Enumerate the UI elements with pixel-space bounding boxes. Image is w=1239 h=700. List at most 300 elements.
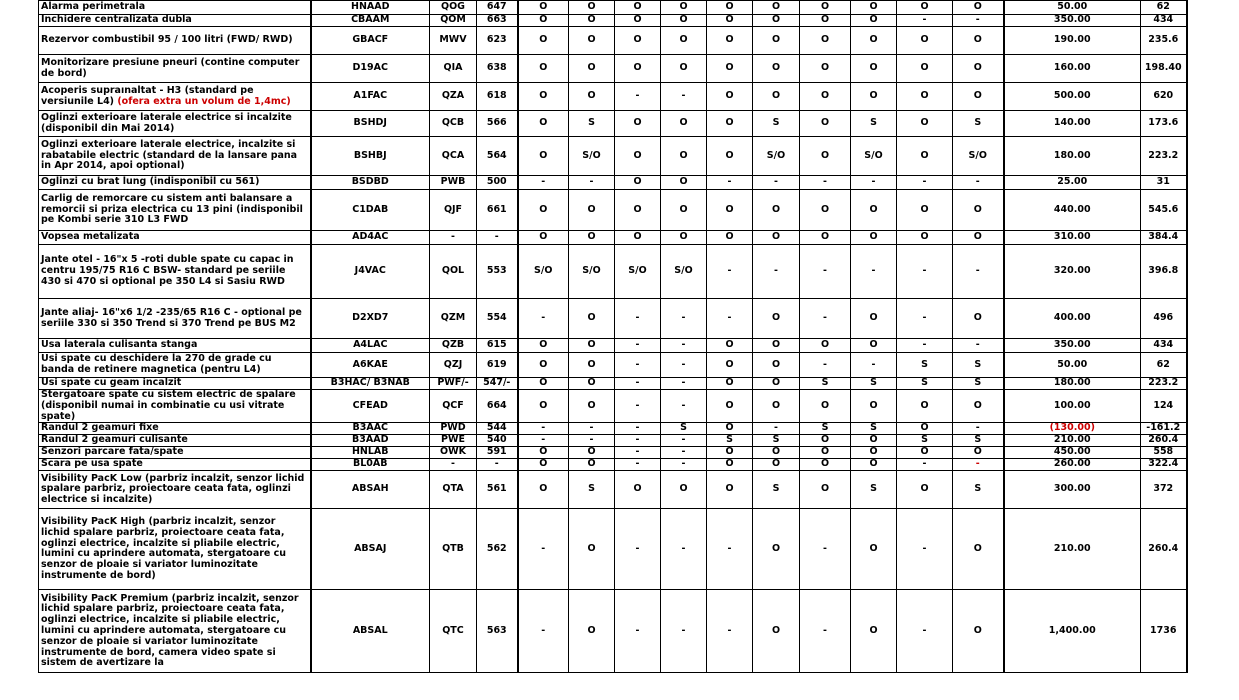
availability-cell: O — [518, 1, 569, 15]
price-incl-vat: 173.6 — [1141, 111, 1187, 137]
price-incl-vat: 396.8 — [1141, 245, 1187, 299]
availability-cell: O — [707, 231, 753, 245]
availability-cell: O — [800, 111, 851, 137]
availability-cell: O — [851, 15, 897, 27]
availability-cell: O — [800, 459, 851, 471]
price-incl-vat: 496 — [1141, 299, 1187, 339]
availability-cell: O — [661, 176, 707, 190]
availability-cell: - — [518, 590, 569, 673]
table-row — [39, 590, 1187, 673]
price-incl-vat: 62 — [1141, 353, 1187, 378]
availability-cell: O — [707, 137, 753, 176]
availability-cell: - — [753, 245, 800, 299]
availability-cell: O — [518, 190, 569, 231]
availability-cell: O — [953, 27, 1004, 55]
option-number: - — [477, 231, 518, 245]
availability-cell: O — [851, 190, 897, 231]
option-pack-code: QCF — [430, 390, 477, 423]
description-text: Visibility PacK Premium (parbriz incalzit, senzor lichid spalare parbriz, proiectoare ceata fata, oglinzi electrice, incalzite si pliabile electric, lumini cu aprindere automata, stergatoare cu senzor de ploaie si variator luminozitate instrumente de bord, camera video spate si sistem de avertizare la — [41, 592, 299, 669]
availability-cell: O — [851, 339, 897, 353]
option-pack-code: QOM — [430, 15, 477, 27]
availability-cell: O — [753, 353, 800, 378]
option-pack-code: QOG — [430, 1, 477, 15]
price-excl-vat: 440.00 — [1004, 190, 1141, 231]
availability-cell: O — [707, 111, 753, 137]
availability-cell: O — [518, 83, 569, 111]
availability-cell: - — [800, 245, 851, 299]
price-excl-vat: 210.00 — [1004, 435, 1141, 447]
availability-cell: O — [615, 55, 661, 83]
availability-cell: - — [707, 245, 753, 299]
table-row — [39, 299, 1187, 339]
option-pack-code: QIA — [430, 55, 477, 83]
table-row — [39, 15, 1187, 27]
availability-cell: S/O — [615, 245, 661, 299]
option-code: B3AAD — [311, 435, 430, 447]
availability-cell: - — [518, 299, 569, 339]
availability-cell: O — [953, 447, 1004, 459]
option-number: 562 — [477, 509, 518, 590]
availability-cell: S — [661, 423, 707, 435]
option-number: 500 — [477, 176, 518, 190]
availability-cell: O — [800, 190, 851, 231]
description-text: Oglinzi exterioare laterale electrice, incalzite si rabatabile electric (standard de la lansare pana in Apr 2014, apoi optional) — [41, 138, 298, 172]
availability-cell: - — [851, 245, 897, 299]
availability-cell: S — [753, 435, 800, 447]
option-description — [39, 190, 311, 231]
availability-cell: O — [615, 15, 661, 27]
availability-cell: O — [800, 447, 851, 459]
availability-cell: O — [851, 590, 897, 673]
price-incl-vat: 260.4 — [1141, 509, 1187, 590]
availability-cell: - — [897, 459, 953, 471]
table-row — [39, 339, 1187, 353]
option-number: 638 — [477, 55, 518, 83]
availability-cell: O — [851, 390, 897, 423]
availability-cell: - — [661, 83, 707, 111]
availability-cell: O — [707, 83, 753, 111]
availability-cell: - — [615, 590, 661, 673]
availability-cell: O — [953, 231, 1004, 245]
availability-cell: O — [953, 1, 1004, 15]
availability-cell: - — [661, 459, 707, 471]
option-description — [39, 339, 311, 353]
availability-cell: - — [615, 423, 661, 435]
availability-cell: O — [800, 55, 851, 83]
availability-cell: O — [800, 1, 851, 15]
option-code: AD4AC — [311, 231, 430, 245]
availability-cell: - — [953, 15, 1004, 27]
availability-cell: - — [897, 176, 953, 190]
availability-cell: O — [707, 353, 753, 378]
description-text: Jante otel - 16"x 5 -roti duble spate cu capac in centru 195/75 R16 C BSW- standard pe seriile 430 si 470 si optional pe 350 L4 si Sasiu RWD — [41, 254, 294, 287]
availability-cell: O — [569, 590, 615, 673]
availability-cell: O — [661, 471, 707, 509]
option-pack-code: - — [430, 459, 477, 471]
availability-cell: O — [753, 190, 800, 231]
availability-cell: - — [800, 509, 851, 590]
availability-cell: O — [569, 509, 615, 590]
availability-cell: O — [897, 83, 953, 111]
price-incl-vat: 620 — [1141, 83, 1187, 111]
availability-cell: - — [897, 15, 953, 27]
options-price-table — [38, 0, 1188, 673]
availability-cell: O — [518, 231, 569, 245]
availability-cell: S — [851, 378, 897, 390]
description-text: Oglinzi exterioare laterale electrice si incalzite (disponibil din Mai 2014) — [41, 111, 292, 134]
availability-cell: O — [707, 190, 753, 231]
table-row — [39, 55, 1187, 83]
option-code: A6KAE — [311, 353, 430, 378]
availability-cell: O — [518, 111, 569, 137]
option-description — [39, 353, 311, 378]
table-row — [39, 83, 1187, 111]
option-code: BSHDJ — [311, 111, 430, 137]
availability-cell: O — [569, 1, 615, 15]
availability-cell: O — [518, 378, 569, 390]
availability-cell: O — [800, 339, 851, 353]
option-number: 664 — [477, 390, 518, 423]
availability-cell: O — [753, 55, 800, 83]
availability-cell: - — [518, 435, 569, 447]
description-text: Rezervor combustibil 95 / 100 litri (FWD/ RWD) — [41, 34, 293, 46]
availability-cell: - — [953, 176, 1004, 190]
option-pack-code: QTA — [430, 471, 477, 509]
availability-cell: - — [753, 176, 800, 190]
price-incl-vat: 1736 — [1141, 590, 1187, 673]
availability-cell: O — [615, 190, 661, 231]
table-row — [39, 137, 1187, 176]
availability-cell: O — [753, 447, 800, 459]
availability-cell: O — [615, 176, 661, 190]
option-code: BSDBD — [311, 176, 430, 190]
availability-cell: O — [569, 299, 615, 339]
option-code: GBACF — [311, 27, 430, 55]
availability-cell: O — [615, 471, 661, 509]
option-pack-code: PWE — [430, 435, 477, 447]
option-pack-code: QCA — [430, 137, 477, 176]
availability-cell: - — [800, 176, 851, 190]
table-row — [39, 423, 1187, 435]
availability-cell: O — [661, 137, 707, 176]
availability-cell: O — [897, 447, 953, 459]
availability-cell: - — [615, 378, 661, 390]
table-row — [39, 245, 1187, 299]
availability-cell: - — [800, 299, 851, 339]
availability-cell: O — [569, 190, 615, 231]
availability-cell: O — [615, 27, 661, 55]
availability-cell: - — [661, 353, 707, 378]
table-row — [39, 111, 1187, 137]
option-description — [39, 15, 311, 27]
availability-cell: O — [615, 231, 661, 245]
availability-cell: S — [569, 111, 615, 137]
availability-cell: O — [569, 447, 615, 459]
description-text: Visibility PacK Low (parbriz incalzit, senzor lichid spalare parbriz, proiectoare ceata fata, oglinzi electrice si incalzite) — [41, 472, 305, 506]
availability-cell: - — [518, 176, 569, 190]
availability-cell: O — [615, 137, 661, 176]
option-number: 623 — [477, 27, 518, 55]
price-incl-vat: 223.2 — [1141, 137, 1187, 176]
option-pack-code: QZA — [430, 83, 477, 111]
table-row — [39, 1, 1187, 15]
price-excl-vat: 1,400.00 — [1004, 590, 1141, 673]
option-number: 647 — [477, 1, 518, 15]
option-description — [39, 447, 311, 459]
option-number: 561 — [477, 471, 518, 509]
description-text: Monitorizare presiune pneuri (contine computer de bord) — [41, 56, 300, 79]
availability-cell: S — [707, 435, 753, 447]
description-text: Usa laterala culisanta stanga — [41, 339, 198, 351]
availability-cell: O — [753, 509, 800, 590]
availability-cell: O — [569, 55, 615, 83]
option-description — [39, 176, 311, 190]
description-text: Acoperis supraınaltat - H3 (standard pe versiunile L4) — [41, 84, 254, 107]
availability-cell: S — [953, 111, 1004, 137]
availability-cell: O — [897, 27, 953, 55]
option-number: 619 — [477, 353, 518, 378]
price-incl-vat: 322.4 — [1141, 459, 1187, 471]
availability-cell: - — [897, 299, 953, 339]
availability-cell: S — [897, 435, 953, 447]
availability-cell: - — [661, 299, 707, 339]
option-number: 566 — [477, 111, 518, 137]
option-number: 663 — [477, 15, 518, 27]
availability-cell: S — [897, 353, 953, 378]
description-text: Usi spate cu geam incalzit — [41, 377, 182, 389]
availability-cell: O — [800, 27, 851, 55]
availability-cell: O — [800, 137, 851, 176]
option-description — [39, 459, 311, 471]
option-description — [39, 137, 311, 176]
availability-cell: O — [569, 390, 615, 423]
availability-cell: - — [661, 378, 707, 390]
description-text: Stergatoare spate cu sistem electric de spalare (disponibil numai in combinatie cu usi vitrate spate) — [41, 389, 296, 422]
price-excl-vat: 140.00 — [1004, 111, 1141, 137]
availability-cell: O — [707, 1, 753, 15]
availability-cell: - — [615, 459, 661, 471]
option-code: J4VAC — [311, 245, 430, 299]
price-excl-vat: 500.00 — [1004, 83, 1141, 111]
availability-cell: O — [897, 471, 953, 509]
option-description — [39, 423, 311, 435]
availability-cell: S/O — [661, 245, 707, 299]
availability-cell: S — [800, 378, 851, 390]
availability-cell: S — [851, 471, 897, 509]
option-code: CFEAD — [311, 390, 430, 423]
option-code: BL0AB — [311, 459, 430, 471]
price-excl-vat: 180.00 — [1004, 137, 1141, 176]
price-excl-vat: 260.00 — [1004, 459, 1141, 471]
availability-cell: O — [707, 447, 753, 459]
option-code: C1DAB — [311, 190, 430, 231]
availability-cell: O — [897, 423, 953, 435]
option-number: - — [477, 459, 518, 471]
availability-cell: O — [615, 111, 661, 137]
availability-cell: O — [753, 15, 800, 27]
availability-cell: O — [851, 299, 897, 339]
availability-cell: O — [953, 190, 1004, 231]
option-description — [39, 378, 311, 390]
price-excl-vat: 450.00 — [1004, 447, 1141, 459]
availability-cell: O — [753, 590, 800, 673]
option-description — [39, 111, 311, 137]
availability-cell: - — [897, 245, 953, 299]
availability-cell: O — [753, 339, 800, 353]
description-text: Scara pe usa spate — [41, 458, 143, 470]
availability-cell: - — [661, 339, 707, 353]
option-code: A1FAC — [311, 83, 430, 111]
description-text: Jante aliaj- 16"x6 1/2 -235/65 R16 C - optional pe seriile 330 si 350 Trend si 370 Trend pe BUS M2 — [41, 306, 302, 329]
availability-cell: O — [753, 459, 800, 471]
availability-cell: O — [897, 231, 953, 245]
availability-cell: O — [518, 459, 569, 471]
price-incl-vat: 384.4 — [1141, 231, 1187, 245]
price-incl-vat: 235.6 — [1141, 27, 1187, 55]
availability-cell: O — [800, 231, 851, 245]
option-description — [39, 390, 311, 423]
price-excl-vat: 190.00 — [1004, 27, 1141, 55]
availability-cell: O — [518, 15, 569, 27]
availability-cell: O — [897, 55, 953, 83]
availability-cell: O — [800, 390, 851, 423]
availability-cell: O — [707, 339, 753, 353]
availability-cell: - — [615, 509, 661, 590]
availability-cell: - — [707, 509, 753, 590]
option-pack-code: PWB — [430, 176, 477, 190]
availability-cell: - — [851, 353, 897, 378]
availability-cell: O — [753, 378, 800, 390]
availability-cell: - — [897, 509, 953, 590]
availability-cell: - — [661, 435, 707, 447]
table-row — [39, 190, 1187, 231]
option-pack-code: QCB — [430, 111, 477, 137]
price-excl-vat: (130.00) — [1004, 423, 1141, 435]
option-description — [39, 299, 311, 339]
availability-cell: S/O — [753, 137, 800, 176]
option-pack-code: OWK — [430, 447, 477, 459]
availability-cell: O — [897, 137, 953, 176]
option-code: HNAAD — [311, 1, 430, 15]
price-excl-vat: 310.00 — [1004, 231, 1141, 245]
price-excl-vat: 180.00 — [1004, 378, 1141, 390]
availability-cell: O — [518, 390, 569, 423]
availability-cell: - — [518, 423, 569, 435]
option-code: D19AC — [311, 55, 430, 83]
availability-cell: S/O — [953, 137, 1004, 176]
availability-cell: - — [897, 590, 953, 673]
option-pack-code: QZJ — [430, 353, 477, 378]
availability-cell: O — [707, 378, 753, 390]
availability-cell: - — [661, 590, 707, 673]
availability-cell: O — [661, 1, 707, 15]
availability-cell: - — [953, 245, 1004, 299]
option-code: HNLAB — [311, 447, 430, 459]
availability-cell: - — [707, 176, 753, 190]
option-code: ABSAJ — [311, 509, 430, 590]
availability-cell: O — [569, 15, 615, 27]
availability-cell: O — [569, 339, 615, 353]
option-pack-code: PWF/- — [430, 378, 477, 390]
option-number: 615 — [477, 339, 518, 353]
availability-cell: O — [661, 190, 707, 231]
description-text: Visibility PacK High (parbriz incalzit, senzor lichid spalare parbriz, proiectoare ceata fata, oglinzi electrice, incalzite si pliabile electric, lumini cu aprindere automata, stergatoare cu senzor de ploaie si variator luminozitate instrumente de bord) — [41, 516, 287, 581]
availability-cell: O — [661, 231, 707, 245]
table-row — [39, 471, 1187, 509]
price-incl-vat: 558 — [1141, 447, 1187, 459]
option-pack-code: MWV — [430, 27, 477, 55]
availability-cell: O — [800, 471, 851, 509]
availability-cell: O — [518, 55, 569, 83]
option-number: 564 — [477, 137, 518, 176]
availability-cell: S/O — [569, 137, 615, 176]
price-incl-vat: 545.6 — [1141, 190, 1187, 231]
availability-cell: O — [897, 111, 953, 137]
price-excl-vat: 25.00 — [1004, 176, 1141, 190]
price-excl-vat: 210.00 — [1004, 509, 1141, 590]
availability-cell: O — [897, 390, 953, 423]
option-description — [39, 1, 311, 15]
availability-cell: O — [851, 447, 897, 459]
availability-cell: O — [953, 509, 1004, 590]
description-text: Alarma perimetrala — [41, 1, 146, 13]
option-number: 544 — [477, 423, 518, 435]
availability-cell: O — [753, 27, 800, 55]
option-code: CBAAM — [311, 15, 430, 27]
availability-cell: O — [569, 231, 615, 245]
availability-cell: O — [753, 1, 800, 15]
availability-cell: O — [953, 299, 1004, 339]
table-row — [39, 435, 1187, 447]
availability-cell: O — [800, 83, 851, 111]
availability-cell: O — [661, 15, 707, 27]
availability-cell: O — [753, 83, 800, 111]
option-description — [39, 231, 311, 245]
availability-cell: O — [800, 15, 851, 27]
availability-cell: - — [569, 435, 615, 447]
availability-cell: O — [661, 27, 707, 55]
availability-cell: O — [707, 27, 753, 55]
availability-cell: S — [953, 471, 1004, 509]
availability-cell: - — [615, 83, 661, 111]
option-number: 540 — [477, 435, 518, 447]
availability-cell: O — [800, 435, 851, 447]
availability-cell: O — [953, 590, 1004, 673]
availability-cell: - — [661, 390, 707, 423]
price-excl-vat: 50.00 — [1004, 1, 1141, 15]
availability-cell: O — [953, 390, 1004, 423]
availability-cell: O — [518, 27, 569, 55]
option-pack-code: QZB — [430, 339, 477, 353]
option-number: 563 — [477, 590, 518, 673]
availability-cell: O — [851, 509, 897, 590]
availability-cell: - — [615, 353, 661, 378]
option-code: ABSAL — [311, 590, 430, 673]
description-text: Inchidere centralizata dubla — [41, 14, 192, 26]
price-incl-vat: 260.4 — [1141, 435, 1187, 447]
availability-cell: S — [800, 423, 851, 435]
availability-cell: O — [897, 1, 953, 15]
availability-cell: S — [953, 353, 1004, 378]
availability-cell: O — [661, 111, 707, 137]
availability-cell: S — [753, 471, 800, 509]
price-excl-vat: 300.00 — [1004, 471, 1141, 509]
table-row — [39, 353, 1187, 378]
option-pack-code: QTC — [430, 590, 477, 673]
availability-cell: O — [851, 55, 897, 83]
availability-cell: O — [615, 1, 661, 15]
availability-cell: O — [569, 83, 615, 111]
